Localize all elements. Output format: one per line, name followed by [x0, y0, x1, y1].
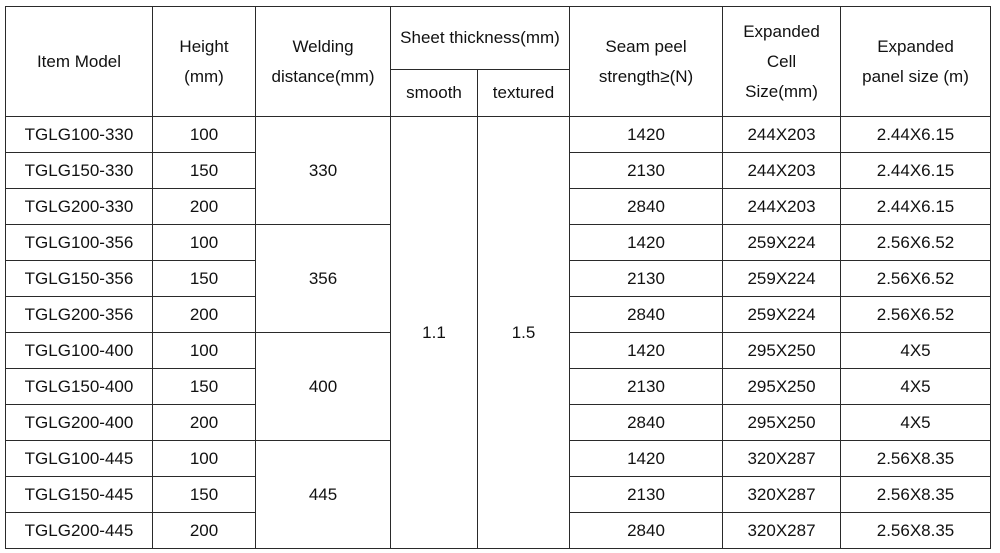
- cell-size-cell: 259X224: [723, 297, 841, 333]
- item-model-cell: TGLG200-445: [6, 513, 153, 549]
- item-model-cell: TGLG150-445: [6, 477, 153, 513]
- panel-size-cell: 2.56X6.52: [841, 261, 991, 297]
- table-body: [6, 7, 991, 549]
- item-model-cell: TGLG200-356: [6, 297, 153, 333]
- height-cell: 100: [153, 333, 256, 369]
- header-panel-size-line-1: Expanded: [877, 36, 954, 56]
- item-model-cell: TGLG100-330: [6, 117, 153, 153]
- seam-peel-strength-cell: 1420: [570, 333, 723, 369]
- header-cell-size: [723, 7, 841, 117]
- header-smooth: [391, 70, 478, 117]
- item-model-cell: TGLG100-445: [6, 441, 153, 477]
- seam-peel-strength-cell: 2840: [570, 297, 723, 333]
- header-smooth-text: smooth: [406, 83, 462, 102]
- panel-size-cell: 2.56X6.52: [841, 225, 991, 261]
- height-cell: 200: [153, 513, 256, 549]
- cell-size-cell: 320X287: [723, 477, 841, 513]
- cell-size-cell: 244X203: [723, 153, 841, 189]
- seam-peel-strength-cell: 2130: [570, 153, 723, 189]
- seam-peel-strength-cell: 1420: [570, 441, 723, 477]
- height-cell: 100: [153, 441, 256, 477]
- seam-peel-strength-cell: 2130: [570, 261, 723, 297]
- cell-size-cell: 259X224: [723, 225, 841, 261]
- height-cell: 200: [153, 189, 256, 225]
- header-textured-text: textured: [492, 83, 555, 102]
- header-item-model: [6, 7, 153, 117]
- panel-size-cell: 4X5: [841, 405, 991, 441]
- header-sheet-thickness: [391, 7, 570, 70]
- header-welding-distance: [256, 7, 391, 117]
- table-row: [6, 117, 991, 153]
- header-height: [153, 7, 256, 117]
- header-sheet-thickness-text: Sheet thickness(mm): [400, 28, 560, 47]
- panel-size-cell: 2.44X6.15: [841, 189, 991, 225]
- header-height-line-1: Height: [179, 36, 229, 56]
- height-cell: 150: [153, 261, 256, 297]
- height-cell: 200: [153, 297, 256, 333]
- header-welding-line-2: distance(mm): [271, 66, 375, 86]
- header-textured: [478, 70, 570, 117]
- seam-peel-strength-cell: 2840: [570, 513, 723, 549]
- height-cell: 150: [153, 153, 256, 189]
- header-seam-peel: [570, 7, 723, 117]
- panel-size-cell: 4X5: [841, 333, 991, 369]
- panel-size-cell: 4X5: [841, 369, 991, 405]
- header-row-1: [6, 7, 991, 70]
- textured-thickness-cell: 1.5: [478, 117, 570, 549]
- smooth-thickness-cell: 1.1: [391, 117, 478, 549]
- height-cell: 200: [153, 405, 256, 441]
- header-seam-peel-line-2: strength≥(N): [598, 66, 694, 86]
- height-cell: 150: [153, 369, 256, 405]
- seam-peel-strength-cell: 2130: [570, 369, 723, 405]
- welding-distance-cell: 330: [256, 117, 391, 225]
- cell-size-cell: 295X250: [723, 405, 841, 441]
- item-model-cell: TGLG150-400: [6, 369, 153, 405]
- height-cell: 150: [153, 477, 256, 513]
- item-model-cell: TGLG100-400: [6, 333, 153, 369]
- cell-size-cell: 244X203: [723, 117, 841, 153]
- cell-size-cell: 259X224: [723, 261, 841, 297]
- cell-size-cell: 320X287: [723, 441, 841, 477]
- header-cell-size-line-3: Size(mm): [745, 81, 818, 101]
- item-model-cell: TGLG200-330: [6, 189, 153, 225]
- welding-distance-cell: 400: [256, 333, 391, 441]
- item-model-cell: TGLG150-356: [6, 261, 153, 297]
- panel-size-cell: 2.44X6.15: [841, 153, 991, 189]
- header-cell-size-line-1: Expanded: [743, 21, 820, 41]
- welding-distance-cell: 356: [256, 225, 391, 333]
- height-cell: 100: [153, 117, 256, 153]
- seam-peel-strength-cell: 2130: [570, 477, 723, 513]
- cell-size-cell: 244X203: [723, 189, 841, 225]
- header-seam-peel-line-1: Seam peel: [605, 36, 687, 56]
- cell-size-cell: 320X287: [723, 513, 841, 549]
- panel-size-cell: 2.56X8.35: [841, 477, 991, 513]
- cell-size-cell: 295X250: [723, 333, 841, 369]
- height-cell: 100: [153, 225, 256, 261]
- panel-size-cell: 2.56X8.35: [841, 441, 991, 477]
- header-height-line-2: (mm): [184, 66, 224, 86]
- seam-peel-strength-cell: 2840: [570, 189, 723, 225]
- item-model-cell: TGLG100-356: [6, 225, 153, 261]
- header-panel-size-line-2: panel size (m): [862, 66, 969, 86]
- panel-size-cell: 2.44X6.15: [841, 117, 991, 153]
- header-welding-line-1: Welding: [292, 36, 354, 56]
- seam-peel-strength-cell: 1420: [570, 117, 723, 153]
- header-panel-size: [841, 7, 991, 117]
- header-item-model-text: Item Model: [36, 51, 122, 71]
- seam-peel-strength-cell: 1420: [570, 225, 723, 261]
- item-model-cell: TGLG150-330: [6, 153, 153, 189]
- panel-size-cell: 2.56X8.35: [841, 513, 991, 549]
- welding-distance-cell: 445: [256, 441, 391, 549]
- seam-peel-strength-cell: 2840: [570, 405, 723, 441]
- cell-size-cell: 295X250: [723, 369, 841, 405]
- panel-size-cell: 2.56X6.52: [841, 297, 991, 333]
- header-cell-size-line-2: Cell: [766, 51, 797, 71]
- item-model-cell: TGLG200-400: [6, 405, 153, 441]
- specification-table: [5, 6, 991, 549]
